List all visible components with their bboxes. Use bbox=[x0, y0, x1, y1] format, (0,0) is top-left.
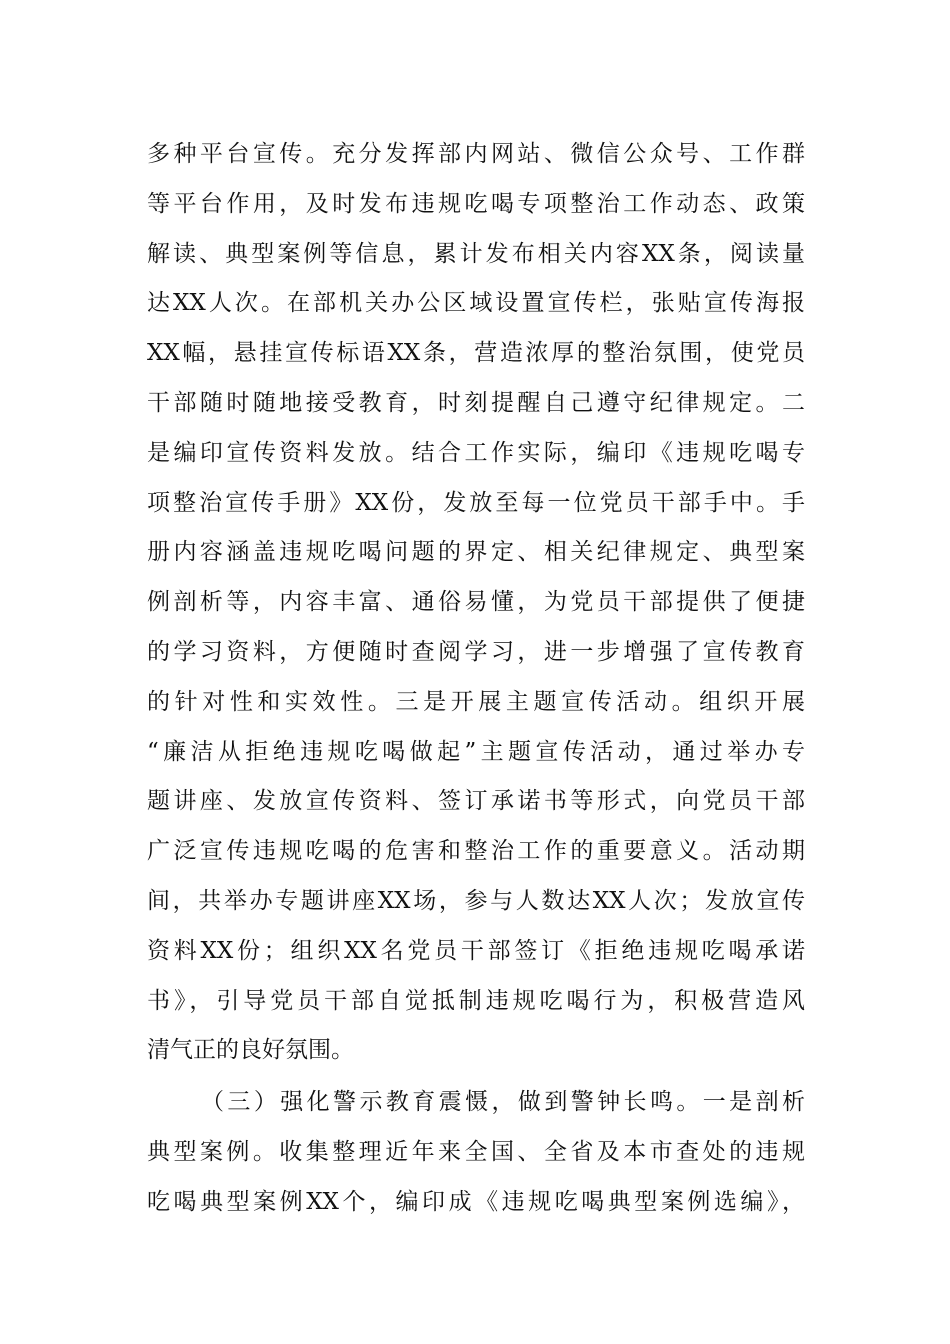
text-line: 干部随时随地接受教育，时刻提醒自己遵守纪律规定。二 bbox=[147, 389, 805, 416]
text-line: 项整治宣传手册》XX份，发放至每一位党员干部手中。手 bbox=[147, 489, 805, 516]
text-line: 的学习资料，方便随时查阅学习，进一步增强了宣传教育 bbox=[147, 638, 805, 665]
text-line: “廉洁从拒绝违规吃喝做起”主题宣传活动，通过举办专 bbox=[147, 738, 805, 765]
text-line: 是编印宣传资料发放。结合工作实际，编印《违规吃喝专 bbox=[147, 439, 805, 466]
text-line: XX幅，悬挂宣传标语XX条，营造浓厚的整治氛围，使党员 bbox=[147, 340, 805, 367]
paragraph-warning-education bbox=[147, 1078, 805, 1227]
text-line: 题讲座、发放宣传资料、签订承诺书等形式，向党员干部 bbox=[147, 788, 805, 815]
section-heading-line: （三）强化警示教育震慑，做到警钟长鸣。一是剖析 bbox=[201, 1089, 805, 1116]
text-line: 册内容涵盖违规吃喝问题的界定、相关纪律规定、典型案 bbox=[147, 539, 805, 566]
text-line: 的针对性和实效性。三是开展主题宣传活动。组织开展 bbox=[147, 688, 805, 715]
text-line: 广泛宣传违规吃喝的危害和整治工作的重要意义。活动期 bbox=[147, 838, 805, 865]
text-line: 多种平台宣传。充分发挥部内网站、微信公众号、工作群 bbox=[147, 141, 805, 167]
text-line: 清气正的良好氛围。 bbox=[147, 1037, 354, 1064]
text-line: 解读、典型案例等信息，累计发布相关内容XX条，阅读量 bbox=[147, 240, 805, 267]
text-line: 资料XX份；组织XX名党员干部签订《拒绝违规吃喝承诺 bbox=[147, 937, 805, 964]
text-line: 达XX人次。在部机关办公区域设置宣传栏，张贴宣传海报 bbox=[147, 290, 805, 317]
text-line: 吃喝典型案例XX个，编印成《违规吃喝典型案例选编》， bbox=[147, 1188, 805, 1215]
text-line: 间，共举办专题讲座XX场，参与人数达XX人次；发放宣传 bbox=[147, 887, 805, 914]
paragraph-publicity bbox=[147, 130, 805, 1076]
text-line: 例剖析等，内容丰富、通俗易懂，为党员干部提供了便捷 bbox=[147, 589, 805, 616]
text-line: 典型案例。收集整理近年来全国、全省及本市查处的违规 bbox=[147, 1138, 805, 1165]
text-line: 书》，引导党员干部自觉抵制违规吃喝行为，积极营造风 bbox=[147, 987, 805, 1014]
text-line: 等平台作用，及时发布违规吃喝专项整治工作动态、政策 bbox=[147, 190, 805, 217]
document-page bbox=[147, 130, 805, 1228]
